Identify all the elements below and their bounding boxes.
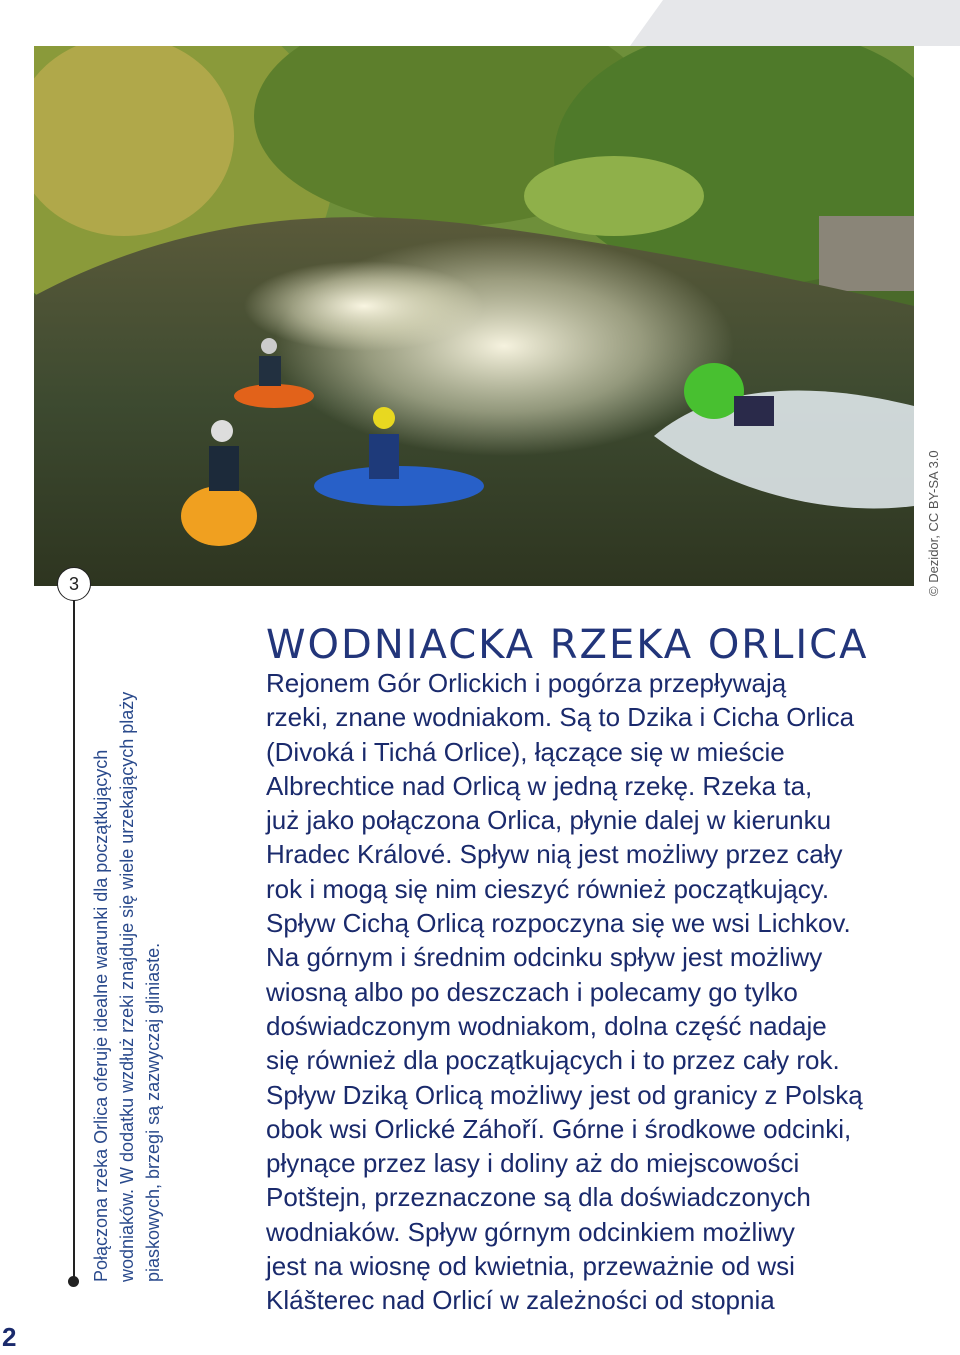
section-marker: 3 xyxy=(57,567,91,601)
article-line: Spływ Cichą Orlicą rozpoczyna się we wsi Lichkov. xyxy=(266,908,851,939)
article-line: się również dla początkujących i to przez cały rok. xyxy=(266,1045,840,1076)
article-line: płynące przez lasy i doliny aż do miejscowości xyxy=(266,1148,800,1179)
article-line: wiosną albo po deszczach i polecamy go tylko xyxy=(266,976,798,1007)
article-line: jest na wiosnę od kwietnia, przeważnie od wsi xyxy=(266,1251,795,1282)
article-line: już jako połączona Orlica, płynie dalej w kierunku xyxy=(266,805,832,836)
article-line: rok i mogą się nim cieszyć również początkujący. xyxy=(266,873,830,904)
page-number: 2 xyxy=(2,1322,17,1352)
article-line: Hradec Králové. Spływ nią jest możliwy przez cały xyxy=(266,839,843,870)
marker-line-dot xyxy=(68,1276,79,1287)
article-line: Albrechtice nad Orlicą w jedną rzekę. Rzeka ta, xyxy=(266,770,813,801)
article-line: doświadczonym wodniakom, dolna część nadaje xyxy=(266,1010,827,1041)
corner-decoration xyxy=(630,0,960,46)
article-line: (Divoká i Tichá Orlice), łączące się w mieście xyxy=(266,736,785,767)
article-line: Spływ Dziką Orlicą możliwy jest od granicy z Polską xyxy=(266,1079,863,1110)
article-line: Potštejn, przeznaczone są dla doświadczonych xyxy=(266,1182,811,1213)
photo-credit: © Dezidor, CC BY-SA 3.0 xyxy=(926,450,941,596)
article-line: Klášterec nad Orlicí w zależności od stopnia xyxy=(266,1285,775,1316)
article-line: rzeki, znane wodniakom. Są to Dzika i Cicha Orlica xyxy=(266,702,855,733)
side-caption: Połączona rzeka Orlica oferuje idealne warunki dla początkujących wodniaków. W dodatku wzdłuż rzeki znajduje się wiele urzekających plaży piaskowych, brzegi są zazwyczaj gliniaste. xyxy=(91,691,163,1282)
marker-line xyxy=(73,600,75,1280)
article-body xyxy=(266,666,926,1318)
article-line: obok wsi Orlické Záhoří. Górne i środkowe odcinki, xyxy=(266,1113,852,1144)
article-line: Rejonem Gór Orlickich i pogórza przepływają xyxy=(266,668,787,698)
article-line: Na górnym i średnim odcinku spływ jest możliwy xyxy=(266,942,823,973)
article-line: wodniaków. Spływ górnym odcinkiem możliwy xyxy=(266,1216,795,1247)
kayaking-photo xyxy=(34,46,914,586)
article-title: WODNIACKA RZEKA ORLICA xyxy=(266,622,869,668)
